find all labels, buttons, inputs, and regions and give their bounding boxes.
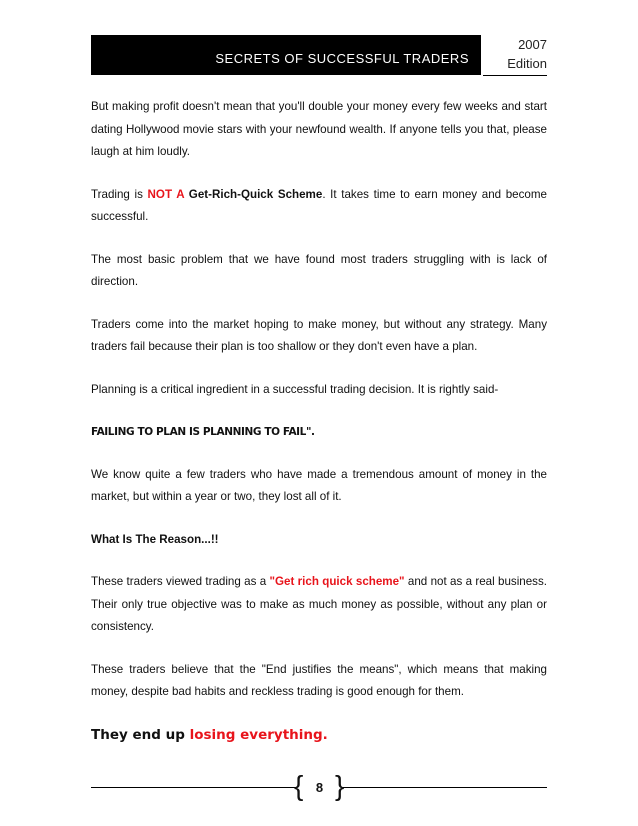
paragraph-profit: But making profit doesn't mean that you'll double your money every few weeks and start dating Hollywood movie stars with your newfound wealth. If anyone tells you that, please laugh at him loudly. <box>91 100 547 158</box>
heading-reason: What Is The Reason...!! <box>91 532 219 546</box>
edition-label: Edition <box>507 56 547 71</box>
paragraph-direction: The most basic problem that we have found most traders struggling with is lack of direction. <box>91 252 547 288</box>
header-edition <box>483 35 547 76</box>
edition-year: 2007 <box>518 37 547 52</box>
footer-line-right <box>343 787 547 788</box>
p2-post: . It takes time to earn money and become successful. <box>91 187 547 223</box>
p2-red: NOT A <box>147 187 185 201</box>
p9-red: "Get rich quick scheme" <box>269 575 405 588</box>
p2-bold: Get-Rich-Quick Scheme <box>184 187 323 201</box>
closing-line <box>91 724 547 747</box>
p9-post: and not as a real business. Their only true objective was to make as much money as possible, without any plan or consistency. <box>91 575 547 633</box>
p9-pre: These traders viewed trading as a <box>91 575 270 588</box>
header-title: SECRETS OF SUCCESSFUL TRADERS <box>215 51 469 66</box>
page-content <box>91 96 547 746</box>
p11-red: losing everything. <box>189 726 328 743</box>
paragraph-lost-money: We know quite a few traders who have made a tremendous amount of money in the market, but within a year or two, they lost all of it. <box>91 467 547 503</box>
page-header <box>91 35 547 75</box>
header-bar <box>91 35 481 75</box>
p2-pre: Trading is <box>91 187 148 201</box>
paragraph-strategy: Traders come into the market hoping to make money, but without any strategy. Many traders fail because their plan is too shallow or they don't even have a plan. <box>91 317 547 353</box>
paragraph-planning: Planning is a critical ingredient in a successful trading decision. It is rightly said- <box>91 382 499 396</box>
paragraph-viewed-trading <box>91 571 547 639</box>
paragraph-end-justifies: These traders believe that the "End justifies the means", which means that making money, despite bad habits and reckless trading is good enough for them. <box>91 662 547 698</box>
footer-brace-right: } <box>335 770 345 801</box>
page-number: 8 <box>315 780 324 795</box>
footer-line-left <box>91 787 296 788</box>
paragraph-not-scheme <box>91 184 547 229</box>
quote-failing-to-plan: FAILING TO PLAN IS PLANNING TO FAIL". <box>91 426 315 438</box>
p11-pre: They end up <box>91 726 190 743</box>
footer-brace-left: { <box>294 770 304 801</box>
